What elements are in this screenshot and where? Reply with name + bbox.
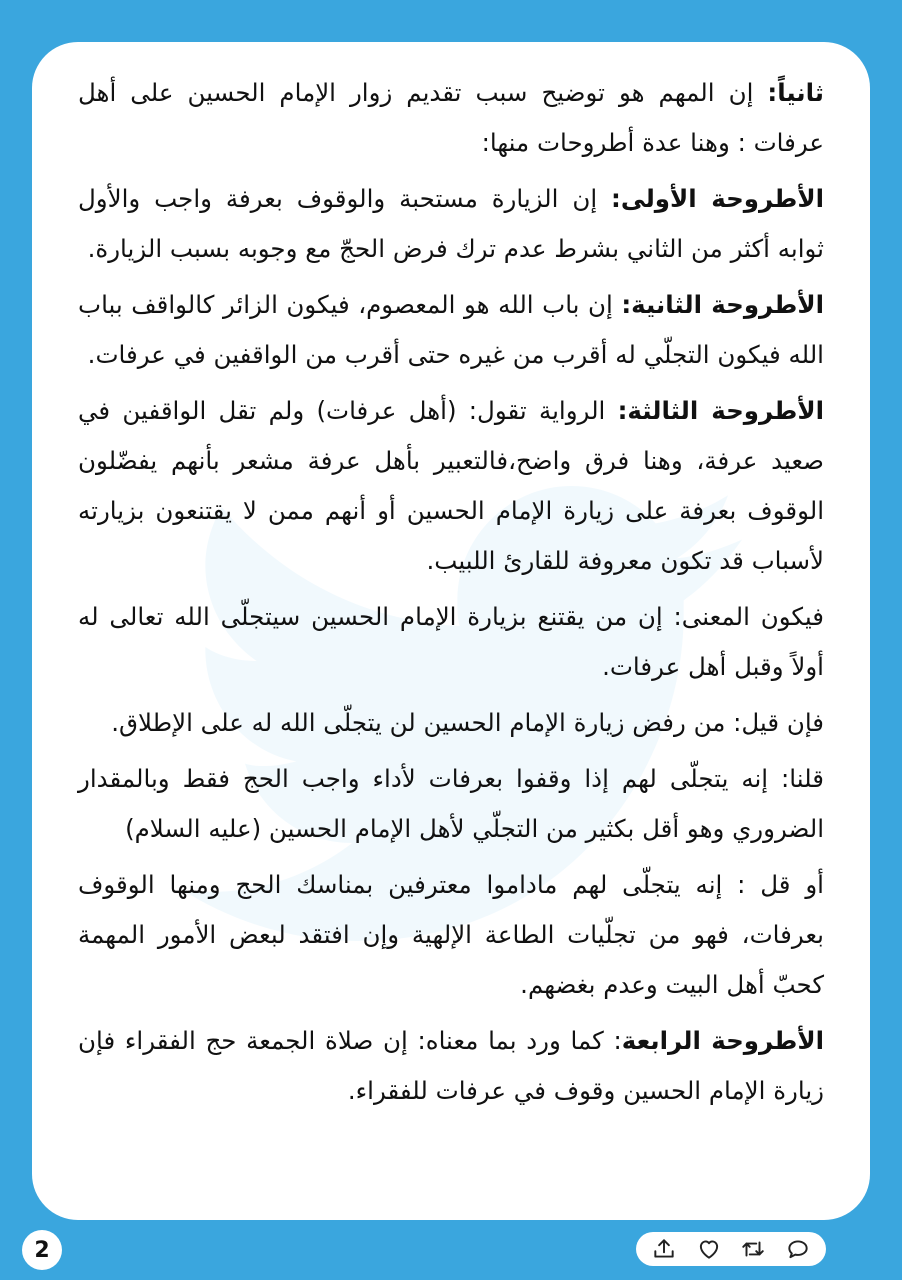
paragraph xyxy=(78,754,824,854)
paragraph-heading: ثانياً: xyxy=(767,78,824,107)
paragraph-heading: الأطروحة الثانية: xyxy=(621,290,825,319)
paragraph-text: الرواية تقول: (أهل عرفات) ولم تقل الواقفين في صعيد عرفة، وهنا فرق واضح،فالتعبير بأهل عرفة مشعر بأنهم يفضّلون الوقوف بعرفة على زيارة الإمام الحسين أو أنهم ممن لا يقتنعون بزيارته لأسباب قد تكون معروفة للقارئ اللبيب. xyxy=(78,396,824,575)
paragraph-heading: الأطروحة الثالثة: xyxy=(617,396,824,425)
comment-icon[interactable] xyxy=(785,1236,811,1262)
paragraph-heading: الأطروحة الرابعة xyxy=(621,1026,824,1055)
paragraph xyxy=(78,386,824,586)
paragraph xyxy=(78,592,824,692)
paragraph-text: إن المهم هو توضيح سبب تقديم زوار الإمام الحسين على أهل عرفات : وهنا عدة أطروحات منها: xyxy=(78,78,824,157)
paragraph-text: فيكون المعنى: إن من يقتنع بزيارة الإمام الحسين سيتجلّى الله تعالى له أولاً وقبل أهل عرفات. xyxy=(78,602,824,681)
paragraph xyxy=(78,1016,824,1116)
paragraph-text: أو قل : إنه يتجلّى لهم ماداموا معترفين بمناسك الحج ومنها الوقوف بعرفات، فهو من تجلّيات الطاعة الإلهية وإن افتقد لبعض الأمور المهمة كحبّ أهل البيت وعدم بغضهم. xyxy=(78,870,824,999)
paragraph-text: فإن قيل: من رفض زيارة الإمام الحسين لن يتجلّى الله له على الإطلاق. xyxy=(111,708,824,737)
paragraph xyxy=(78,860,824,1010)
share-icon[interactable] xyxy=(651,1236,677,1262)
paragraph-heading: الأطروحة الأولى: xyxy=(611,184,824,213)
paragraph xyxy=(78,698,824,748)
article-body xyxy=(78,68,824,1122)
paragraph xyxy=(78,280,824,380)
page-number: 2 xyxy=(22,1230,62,1270)
paragraph-text: قلنا: إنه يتجلّى لهم إذا وقفوا بعرفات لأداء واجب الحج فقط وبالمقدار الضروري وهو أقل بكثير من التجلّي لأهل الإمام الحسين (عليه السلام) xyxy=(78,764,824,843)
paragraph-text: : كما ورد بما معناه: إن صلاة الجمعة حج الفقراء فإن زيارة الإمام الحسين وقوف في عرفات للفقراء. xyxy=(78,1026,824,1105)
action-bar xyxy=(636,1232,826,1266)
heart-icon[interactable] xyxy=(696,1236,722,1262)
paragraph-text: إن باب الله هو المعصوم، فيكون الزائر كالواقف بباب الله فيكون التجلّي له أقرب من غيره حتى أقرب من الواقفين في عرفات. xyxy=(78,290,824,369)
document-card xyxy=(32,42,870,1220)
paragraph xyxy=(78,68,824,168)
paragraph xyxy=(78,174,824,274)
paragraph-text: إن الزيارة مستحبة والوقوف بعرفة واجب والأول ثوابه أكثر من الثاني بشرط عدم ترك فرض الحجّ مع وجوبه بسبب الزيارة. xyxy=(78,184,824,263)
retweet-icon[interactable] xyxy=(740,1236,766,1262)
